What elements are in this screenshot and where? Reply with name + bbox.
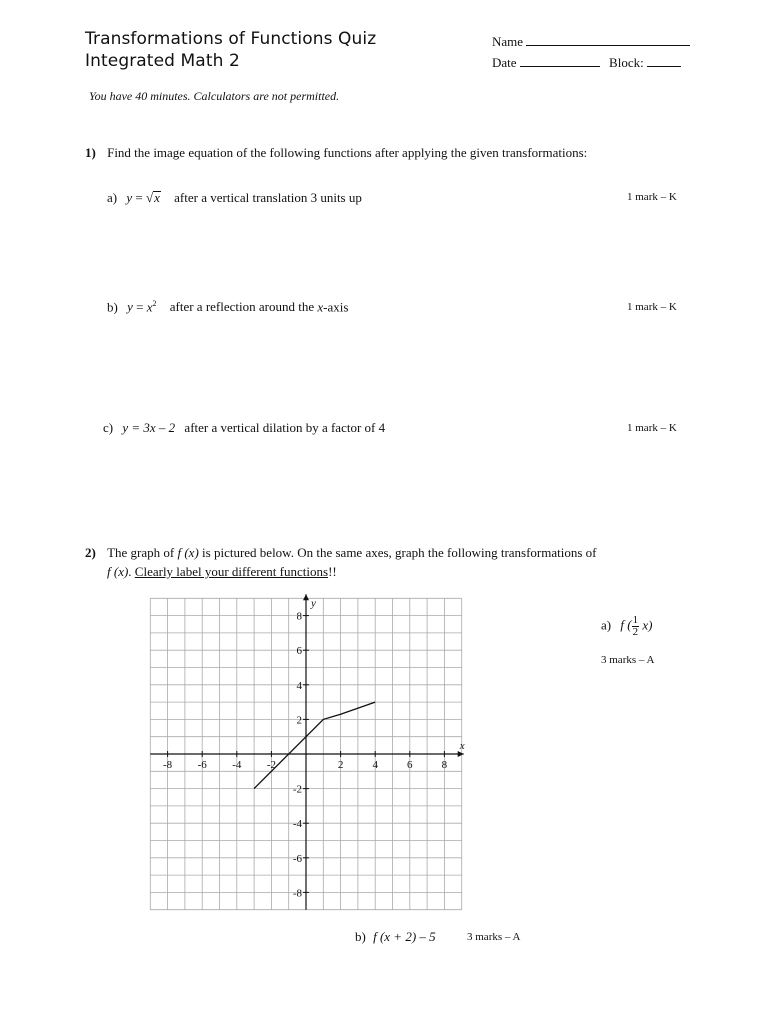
x-tick-label: 8 [441, 759, 448, 771]
q2b-expr: f (x + 2) – 5 [373, 929, 436, 944]
x-tick-label: 4 [372, 759, 378, 771]
q1a-row [107, 190, 362, 206]
q2-line2-dot: . [128, 564, 135, 579]
graph-series [254, 702, 375, 789]
fx-series-line [254, 702, 375, 789]
quiz-title: Transformations of Functions Quiz [85, 29, 377, 49]
x-tick-label: -8 [163, 759, 173, 771]
course-title: Integrated Math 2 [85, 51, 240, 71]
q2a-label: a) [601, 617, 612, 633]
date-blank[interactable] [520, 54, 600, 67]
x-axis-label: x [459, 740, 465, 752]
q1c-marks: 1 mark – K [627, 422, 677, 434]
q1a-label: a) [107, 190, 118, 205]
q1b-row [107, 299, 348, 315]
sqrt-symbol: √ [145, 190, 154, 205]
q2a-f: f ( [620, 617, 632, 633]
q2a-frac-num: 1 [632, 614, 639, 626]
y-axis-label: y [311, 597, 316, 610]
q2-fx-2: f (x) [107, 564, 129, 579]
q1b-label: b) [107, 299, 118, 315]
graph-axes [150, 594, 463, 909]
q2b-marks: 3 marks – A [467, 931, 521, 943]
instructions: You have 40 minutes. Calculators are not permitted. [89, 89, 340, 103]
graph-tick-labels [163, 597, 465, 899]
date-block-row [492, 54, 681, 71]
q2-text-pre: The graph of [107, 545, 178, 560]
q1-prompt: Find the image equation of the following functions after applying the given transformations: [107, 145, 588, 160]
q2-line2-end: !! [328, 564, 337, 579]
y-tick-label: -2 [292, 783, 302, 796]
q1b-eq-exp: 2 [152, 299, 157, 308]
name-row [492, 33, 690, 50]
q2a-frac-den: 2 [632, 626, 639, 638]
q2-text-post: is pictured below. On the same axes, graph the following transformations of [198, 545, 597, 560]
q1a-marks: 1 mark – K [627, 191, 677, 203]
q1b-text-pre: after a reflection around the [169, 299, 318, 315]
q2-number: 2) [85, 545, 96, 560]
q2-line1 [85, 545, 597, 561]
q1a-text: after a vertical translation 3 units up [174, 190, 362, 205]
q1b-eq-lhs: y [127, 299, 133, 315]
y-tick-label: 2 [296, 714, 302, 727]
x-tick-label: 2 [337, 759, 344, 771]
y-tick-label: -6 [292, 852, 302, 865]
q2a-row [601, 615, 652, 638]
q1c-label: c) [103, 420, 114, 435]
q2a-marks: 3 marks – A [601, 654, 655, 666]
name-blank[interactable] [526, 33, 690, 46]
x-tick-label: -6 [197, 759, 207, 771]
q2a-fraction [632, 615, 640, 638]
q1b-text-post: -axis [323, 299, 349, 315]
q2-label-instruction: Clearly label your different functions [134, 564, 329, 579]
q1a-eq-lhs: y [126, 190, 133, 205]
x-tick-label: -2 [266, 759, 276, 771]
name-label: Name [492, 34, 524, 49]
q2a-x: x) [639, 617, 653, 633]
q1-number: 1) [85, 145, 96, 160]
q1c-eq: y = 3x – 2 [122, 420, 176, 435]
q2-fx: f (x) [177, 545, 199, 560]
q2b-label: b) [355, 929, 366, 944]
q1b-eq-rhs: x [146, 299, 153, 315]
y-tick-label: 6 [296, 645, 302, 658]
block-blank[interactable] [647, 54, 681, 67]
q1b-marks: 1 mark – K [627, 301, 677, 313]
q1c-row [103, 420, 385, 436]
block-label: Block: [609, 55, 644, 70]
y-axis-arrow [303, 594, 309, 600]
q1b-text-var: x [317, 299, 324, 315]
x-tick-label: -4 [232, 759, 242, 771]
date-label: Date [492, 55, 517, 70]
q2b-row [355, 929, 436, 945]
function-graph[interactable] [100, 590, 510, 915]
q1a-eq-rhs: x [154, 190, 160, 205]
q1c-text: after a vertical dilation by a factor of 4 [184, 420, 386, 435]
q1a-eq-op: = [132, 190, 146, 205]
y-tick-label: 4 [296, 679, 302, 692]
y-tick-label: -8 [292, 887, 302, 900]
q2-line2 [107, 564, 337, 580]
x-tick-label: 6 [407, 759, 413, 771]
q1-prompt-row [85, 145, 587, 161]
y-tick-label: 8 [296, 610, 302, 623]
y-tick-label: -4 [292, 818, 302, 831]
q1b-eq-op: = [132, 299, 147, 315]
